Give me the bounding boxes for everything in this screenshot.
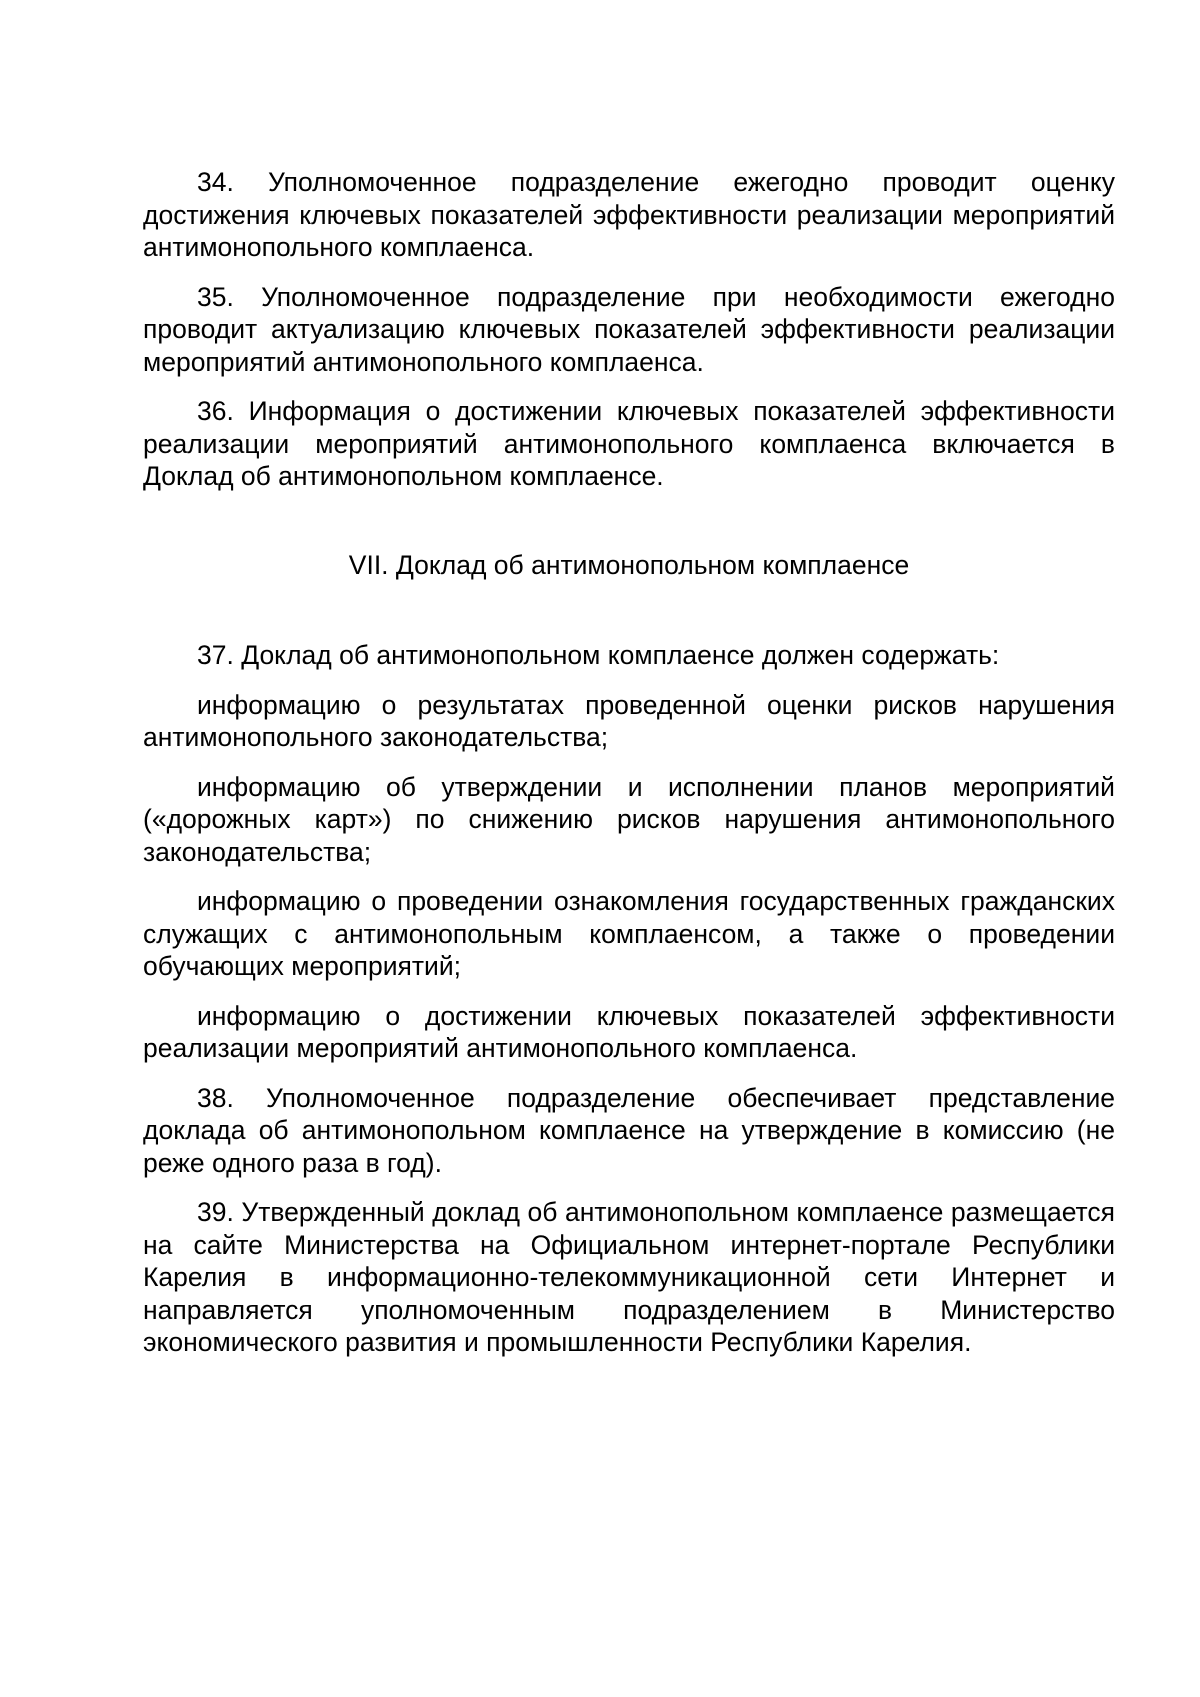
- list-item-risk-assessment: информацию о результатах проведенной оценки рисков нарушения антимонопольного законодательства;: [143, 689, 1115, 752]
- list-item-roadmaps: информацию об утверждении и исполнении планов мероприятий («дорожных карт») по снижению рисков нарушения антимонопольного законодательства;: [143, 771, 1115, 867]
- paragraph-39: 39. Утвержденный доклад об антимонопольном комплаенсе размещается на сайте Министерства на Официальном интернет-портале Республики Карелия в информационно-телекоммуникационной сети Интернет и направляется уполномоченным подразделением в Министерство экономического развития и промышленности Республики Карелия.: [143, 1197, 1115, 1357]
- list-item-kpi: информацию о достижении ключевых показателей эффективности реализации мероприятий антимонопольного комплаенса.: [143, 1000, 1115, 1063]
- paragraph-35: 35. Уполномоченное подразделение при необходимости ежегодно проводит актуализацию ключевых показателей эффективности реализации мероприятий антимонопольного комплаенса.: [143, 281, 1115, 377]
- paragraph-38: 38. Уполномоченное подразделение обеспечивает представление доклада об антимонопольном комплаенсе на утверждение в комиссию (не реже одного раза в год).: [143, 1082, 1115, 1178]
- paragraph-36: 36. Информация о достижении ключевых показателей эффективности реализации мероприятий антимонопольного комплаенса включается в Доклад об антимонопольном комплаенсе.: [143, 396, 1115, 491]
- section-heading: VII. Доклад об антимонопольном комплаенсе: [348, 549, 910, 580]
- list-item-training: информацию о проведении ознакомления государственных гражданских служащих с антимонопольным комплаенсом, а также о проведении обучающих мероприятий;: [143, 886, 1115, 981]
- document-page: [143, 166, 1115, 1376]
- paragraph-37: 37. Доклад об антимонопольном комплаенсе должен содержать:: [197, 640, 1000, 670]
- paragraph-34: 34. Уполномоченное подразделение ежегодно проводит оценку достижения ключевых показателей эффективности реализации мероприятий антимонопольного комплаенса.: [143, 167, 1115, 262]
